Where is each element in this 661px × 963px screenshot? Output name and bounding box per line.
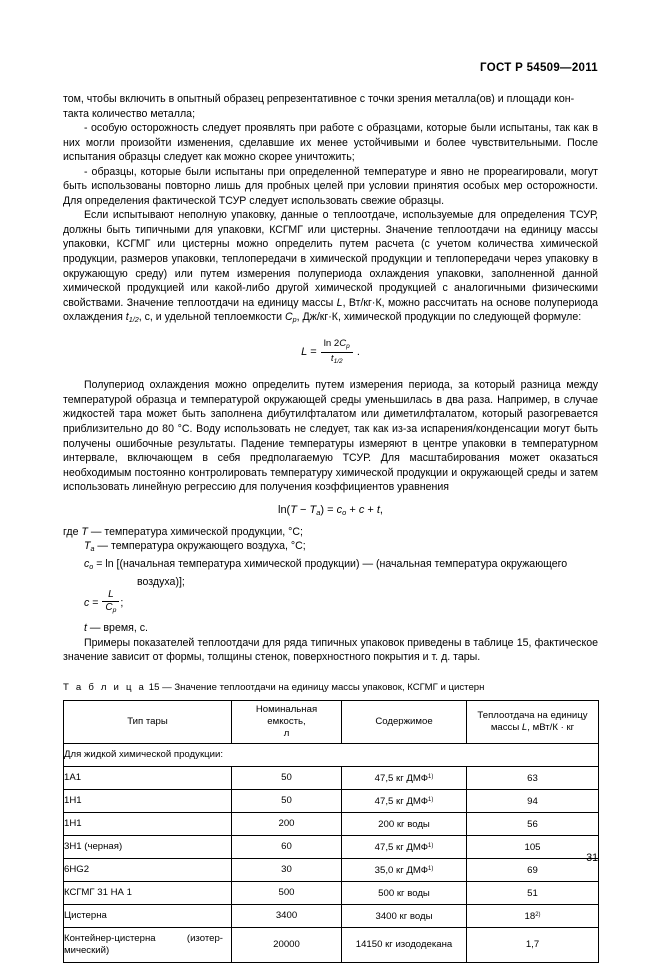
cell-capacity: 3400 xyxy=(232,904,342,927)
formula2-c: c xyxy=(358,503,365,516)
cell-value: 1,7 xyxy=(467,927,599,962)
formula1-ln2: ln 2 xyxy=(323,337,340,349)
cell-contents-text: 47,5 кг ДМФ xyxy=(374,772,429,784)
table-caption-text: Значение теплоотдачи на единицу массы упаковок, КСГМГ и цистерн xyxy=(174,681,485,693)
cell-capacity: 30 xyxy=(232,858,342,881)
table-row xyxy=(64,904,599,927)
paragraph-continuation xyxy=(63,92,598,121)
definition-c0-text: = ln [(начальная температура химической продукции) — (начальная температура окружающего xyxy=(93,557,568,570)
column-header-heat-line2-pre: массы xyxy=(490,721,522,733)
definition-Ta xyxy=(63,539,598,557)
table-row xyxy=(64,766,599,789)
cell-value xyxy=(467,766,599,789)
formula1-denominator xyxy=(321,353,353,367)
definition-c-den-C: C xyxy=(105,602,113,614)
paragraph-half-period: Полупериод охлаждения можно определить путем измерения периода, за который разница между температурой образца и температурой окружающей среды уменьшилась в два раза. Например, в случае жидкостей тара может быть заполнена дибутилфталатом или диметилфталатом, который разогревается приблизительно до 80 °C. Воду использовать не следует, так как из-за испарения/конденсации могут быть получены ошибочные результаты. Падение температуры измеряют в центре упаковки в температурном интервале, включающем в себя предполагаемую ТСУР. Для масштабирования может оказаться необходимым постоянно контролировать температуру химической продукции и окружающей среды и затем использовать линейную регрессию для получения коэффициентов уравнения xyxy=(63,379,598,494)
cell-type: Цистерна xyxy=(64,904,232,927)
formula1-t-subscript: 1/2 xyxy=(333,357,343,365)
cell-capacity: 500 xyxy=(232,881,342,904)
cell-type: 1А1 xyxy=(64,766,232,789)
cell-type xyxy=(64,927,232,962)
table-row xyxy=(64,881,599,904)
cell-type: 1Н1 xyxy=(64,812,232,835)
table-row xyxy=(64,812,599,835)
symbol-C-subscript: p xyxy=(292,315,297,325)
definition-c-fraction xyxy=(102,589,119,617)
paragraph-bullet-caution: - особую осторожность следует проявлять при работе с образцами, которые были испытаны, так как в них могли произойти изменения, сделавшие их менее устойчивыми и более чувствительными. После испытания образцы следует как можно скорее уничтожить; xyxy=(63,122,598,164)
definition-T-text: — температура химической продукции, °C; xyxy=(87,525,303,538)
formula2-plus1: + xyxy=(346,503,359,516)
cell-contents xyxy=(342,881,467,904)
cell-capacity: 50 xyxy=(232,789,342,812)
column-header-heat-line1: Теплоотдача на единицу xyxy=(477,709,588,721)
definition-c-equals: = xyxy=(92,596,99,609)
definition-c0-text-line2: воздуха)]; xyxy=(137,575,185,588)
formula1-numerator xyxy=(321,338,353,353)
cell-value xyxy=(467,812,599,835)
cell-contents-text: 3400 кг воды xyxy=(375,910,433,922)
definition-c-den-subscript: p xyxy=(112,606,117,614)
definition-c-denominator xyxy=(102,602,119,617)
cell-contents: 14150 кг изододекана xyxy=(342,927,467,962)
definition-time-text: — время, с. xyxy=(86,622,148,635)
paragraph-heat-transfer-part2: , Вт/кг·К, можно рассчитать на основе полупериода охлаждения xyxy=(63,296,599,324)
definition-c xyxy=(63,589,598,621)
paragraph-continuation-line1: том, чтобы включить в опытный образец репрезентативное с точки зрения металла(ов) и площади кон- xyxy=(63,93,575,105)
table-caption-label: Т а б л и ц а xyxy=(63,681,147,693)
cell-contents xyxy=(342,766,467,789)
formula2-minus: − xyxy=(296,503,310,516)
cell-value-footnote: 2) xyxy=(535,911,541,918)
definition-c-num-L: L xyxy=(108,589,114,601)
cell-value-text: 69 xyxy=(527,864,538,876)
definition-time xyxy=(63,621,598,636)
cell-value-text: 18 xyxy=(524,910,536,922)
formula2-c0-subscript: o xyxy=(342,507,347,517)
table-row xyxy=(64,927,599,962)
formula2-Ta: T xyxy=(309,503,317,516)
cell-value xyxy=(467,881,599,904)
paragraph-continuation-line2: такта количество металла; xyxy=(63,107,196,120)
cell-capacity: 50 xyxy=(232,766,342,789)
definition-T xyxy=(63,525,598,540)
formula1-fraction xyxy=(321,338,353,367)
definition-c0 xyxy=(63,557,598,589)
cell-type: 1Н1 xyxy=(64,789,232,812)
cell-value-text: 63 xyxy=(527,772,538,784)
definition-c-symbol: c xyxy=(84,596,90,609)
cell-value xyxy=(467,904,599,927)
cell-contents xyxy=(342,812,467,835)
formula2-t: t xyxy=(376,503,380,516)
formula-regression xyxy=(63,504,598,517)
cell-contents-text: 200 кг воды xyxy=(378,818,430,830)
cell-contents-text: 47,5 кг ДМФ xyxy=(374,841,429,853)
table-section-row xyxy=(64,743,599,766)
symbol-t: t xyxy=(125,311,129,324)
symbol-L: L xyxy=(336,296,343,309)
cell-value-text: 51 xyxy=(527,887,538,899)
cell-value-text: 56 xyxy=(527,818,538,830)
formula1-lhs: L xyxy=(301,345,308,358)
running-header: ГОСТ Р 54509—2011 xyxy=(480,62,598,74)
definition-Ta-text: — температура окружающего воздуха, °C; xyxy=(94,540,306,553)
table-caption-number: 15 xyxy=(148,681,160,693)
cell-contents-text: 47,5 кг ДМФ xyxy=(374,795,429,807)
column-header-heat-symbol-L: L xyxy=(521,721,528,733)
cell-contents-footnote: 1) xyxy=(428,865,434,872)
definition-Ta-subscript: a xyxy=(90,544,95,554)
formula2-ln-open: ln( xyxy=(278,503,291,516)
table-caption xyxy=(63,681,598,694)
formula1-equals: = xyxy=(310,345,317,358)
column-header-capacity-line1: Номинальная емкость, xyxy=(255,703,318,727)
formula1-C: C xyxy=(339,337,347,349)
cell-contents xyxy=(342,789,467,812)
cell-value-text: 105 xyxy=(524,841,541,853)
formula2-plus2: + xyxy=(364,503,377,516)
cell-contents-footnote: 1) xyxy=(428,796,434,803)
cell-type-line1-a: Контейнер-цистерна xyxy=(64,932,156,944)
cell-contents-text: 35,0 кг ДМФ xyxy=(374,864,429,876)
paragraph-heat-transfer-part1: Если испытывают неполную упаковку, данные о теплоотдаче, используемые для определения ТСУР, должны быть типичными для упаковки, КСГМГ или цистерны. Значение теплоотдачи на единицу массы упаковки, КСГМГ или цистерны можно определить путем расчета (с учетом количества химической продукции, размеров упаковки, теплопередачи в химической продукции и теплопередачи через упаковку в окружающую среду) или путем измерения полупериода охлаждения упаковки, заполненной данной химической продукцией или какой-либо другой химической продукцией с аналогичными физическими свойствами. Значение теплоотдачи на единицу массы xyxy=(63,209,598,309)
cell-type-line1-b: (изотер- xyxy=(186,932,223,944)
paragraph-heat-transfer xyxy=(63,208,598,327)
symbol-C: C xyxy=(285,311,293,324)
cell-type: 3Н1 (черная) xyxy=(64,835,232,858)
definition-time-symbol: t xyxy=(84,622,87,635)
heat-transfer-table xyxy=(63,700,599,963)
cell-type: 6HG2 xyxy=(64,858,232,881)
table-caption-dash: — xyxy=(159,681,175,693)
formula2-Ta-subscript: a xyxy=(316,507,321,517)
paragraph-bullet-reuse: - образцы, которые были испытаны при определенной температуре и явно не прореагировали, могут быть использованы повторно лишь для пробных целей при условии принятия особых мер осторожности. Для определения фактической ТСУР следует использовать свежие образцы. xyxy=(63,165,598,207)
formula2-T: T xyxy=(290,503,297,516)
cell-type-line2: мический) xyxy=(64,944,110,956)
column-header-capacity-line2: л xyxy=(283,727,290,739)
column-header-heat-line2-post: , мВт/К · кг xyxy=(527,721,575,733)
definition-c0-symbol: c xyxy=(84,557,90,570)
cell-contents xyxy=(342,904,467,927)
formula1-C-subscript: p xyxy=(346,342,350,350)
definition-c0-subscript: o xyxy=(89,561,94,571)
formula-cooling-rate xyxy=(63,338,598,367)
formula2-close-equals: ) = xyxy=(320,503,337,516)
formula1-trailing-period: . xyxy=(356,345,360,358)
column-header-contents: Содержимое xyxy=(342,700,467,743)
cell-value-text: 94 xyxy=(527,795,538,807)
cell-contents-footnote: 1) xyxy=(428,773,434,780)
cell-type: КСГМГ 31 НА 1 xyxy=(64,881,232,904)
formula2-comma: , xyxy=(379,503,383,516)
formula2-c0: c xyxy=(336,503,343,516)
page-content xyxy=(63,92,598,963)
symbol-t-subscript: 1/2 xyxy=(128,315,139,325)
where-label: где xyxy=(63,525,79,538)
cell-contents-footnote: 1) xyxy=(428,842,434,849)
cell-capacity: 200 xyxy=(232,812,342,835)
page-number: 31 xyxy=(586,852,598,864)
paragraph-heat-transfer-part3: , с, и удельной теплоемкости xyxy=(138,311,286,324)
table-section-label: Для жидкой химической продукции: xyxy=(64,743,599,766)
definition-c-semicolon: ; xyxy=(120,596,124,609)
definition-Ta-symbol: T xyxy=(84,540,91,553)
definitions-list xyxy=(63,525,598,636)
table-header-row xyxy=(64,700,599,743)
definition-T-symbol: T xyxy=(81,525,88,538)
cell-value xyxy=(467,789,599,812)
cell-contents-text: 500 кг воды xyxy=(378,887,430,899)
column-header-type: Тип тары xyxy=(64,700,232,743)
formula1-t: t xyxy=(330,352,334,364)
table-row xyxy=(64,789,599,812)
paragraph-examples: Примеры показателей теплоотдачи для ряда типичных упаковок приведены в таблице 15, фактическое значение зависит от формы, толщины стенок, поверхностного покрытия и т. д. тары. xyxy=(63,636,598,664)
paragraph-heat-transfer-part4: , Дж/кг·К, химической продукции по следующей формуле: xyxy=(296,311,582,324)
cell-capacity: 60 xyxy=(232,835,342,858)
definition-c-numerator xyxy=(102,589,119,602)
column-header-heat xyxy=(467,700,599,743)
column-header-capacity xyxy=(232,700,342,743)
cell-capacity: 20000 xyxy=(232,927,342,962)
